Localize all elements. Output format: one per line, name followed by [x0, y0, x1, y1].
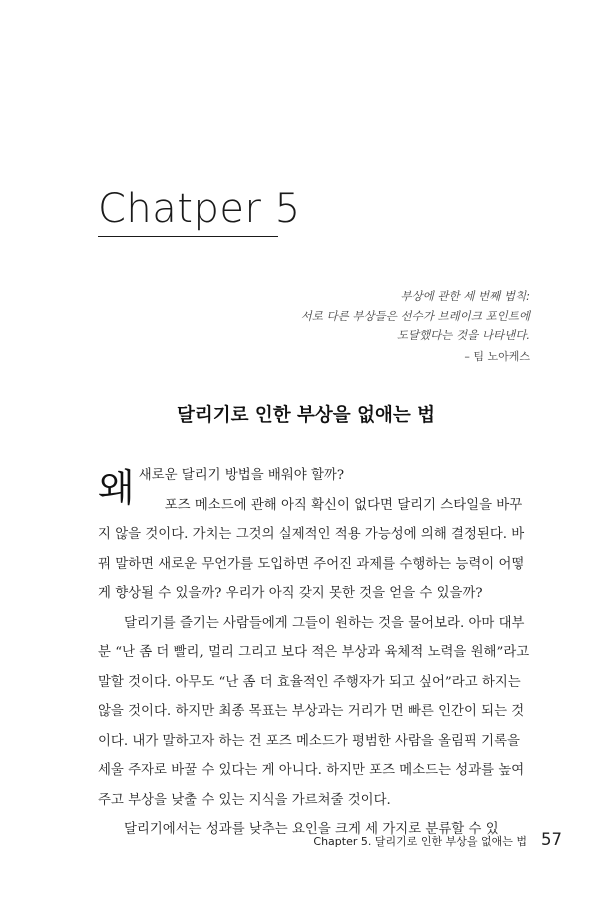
epigraph-line: 도달했다는 것을 나타낸다.: [396, 328, 530, 342]
drop-cap: 왜: [98, 466, 135, 510]
epigraph-attribution: – 팀 노아케스: [464, 349, 530, 363]
epigraph-line: 부상에 관한 세 번째 법칙:: [400, 289, 530, 303]
running-head: Chapter 5. 달리기로 인한 부상을 없애는 법: [313, 835, 527, 848]
page-footer: [313, 830, 562, 849]
chapter-title-rule: [98, 236, 278, 237]
epigraph-line: 서로 다른 부상들은 선수가 브레이크 포인트에: [300, 308, 530, 323]
body-text: [98, 461, 531, 845]
page-number: 57: [541, 830, 562, 849]
paragraph-1-first-line: 새로운 달리기 방법을 배워야 할까?: [138, 468, 345, 483]
epigraph: [230, 287, 530, 366]
section-title: 달리기로 인한 부상을 없애는 법: [176, 405, 436, 426]
paragraph-1: [98, 461, 531, 609]
chapter-title: Chatper 5: [98, 186, 301, 232]
paragraph-3: 달리기에서는 성과를 낮추는 요인을 크게 세 가지로 분류할 수 있: [124, 822, 499, 837]
paragraph-1-text: 포즈 메소드에 관해 아직 확신이 없다면 달리기 스타일을 바꾸지 않을 것이다. 가치는 그것의 실제적인 적용 가능성에 의해 결정된다. 바꿔 말하면 새로운 무언가를 도입하면 주어진 과제를 수행하는 능력이 어떻게 향상될 수 있을까? 우리가 아직 갖지 못한 것을 얻을 수 있을까?: [98, 497, 525, 601]
paragraph-2: 달리기를 즐기는 사람들에게 그들이 원하는 것을 물어보라. 아마 대부분 “난 좀 더 빨리, 멀리 그리고 보다 적은 부상과 육체적 노력을 원해”라고 말할 것이다. 아무도 “난 좀 더 효율적인 주행자가 되고 싶어”라고 하지는 않을 것이다. 하지만 최종 목표는 부상과는 거리가 먼 빠른 인간이 되는 것이다. 내가 말하고자 하는 건 포즈 메소드가 평범한 사람을 올림픽 기록을 세울 주자로 바꿀 수 있다는 게 아니다. 하지만 포즈 메소드는 성과를 높여주고 부상을 낮출 수 있는 지식을 가르쳐줄 것이다.: [98, 615, 530, 808]
